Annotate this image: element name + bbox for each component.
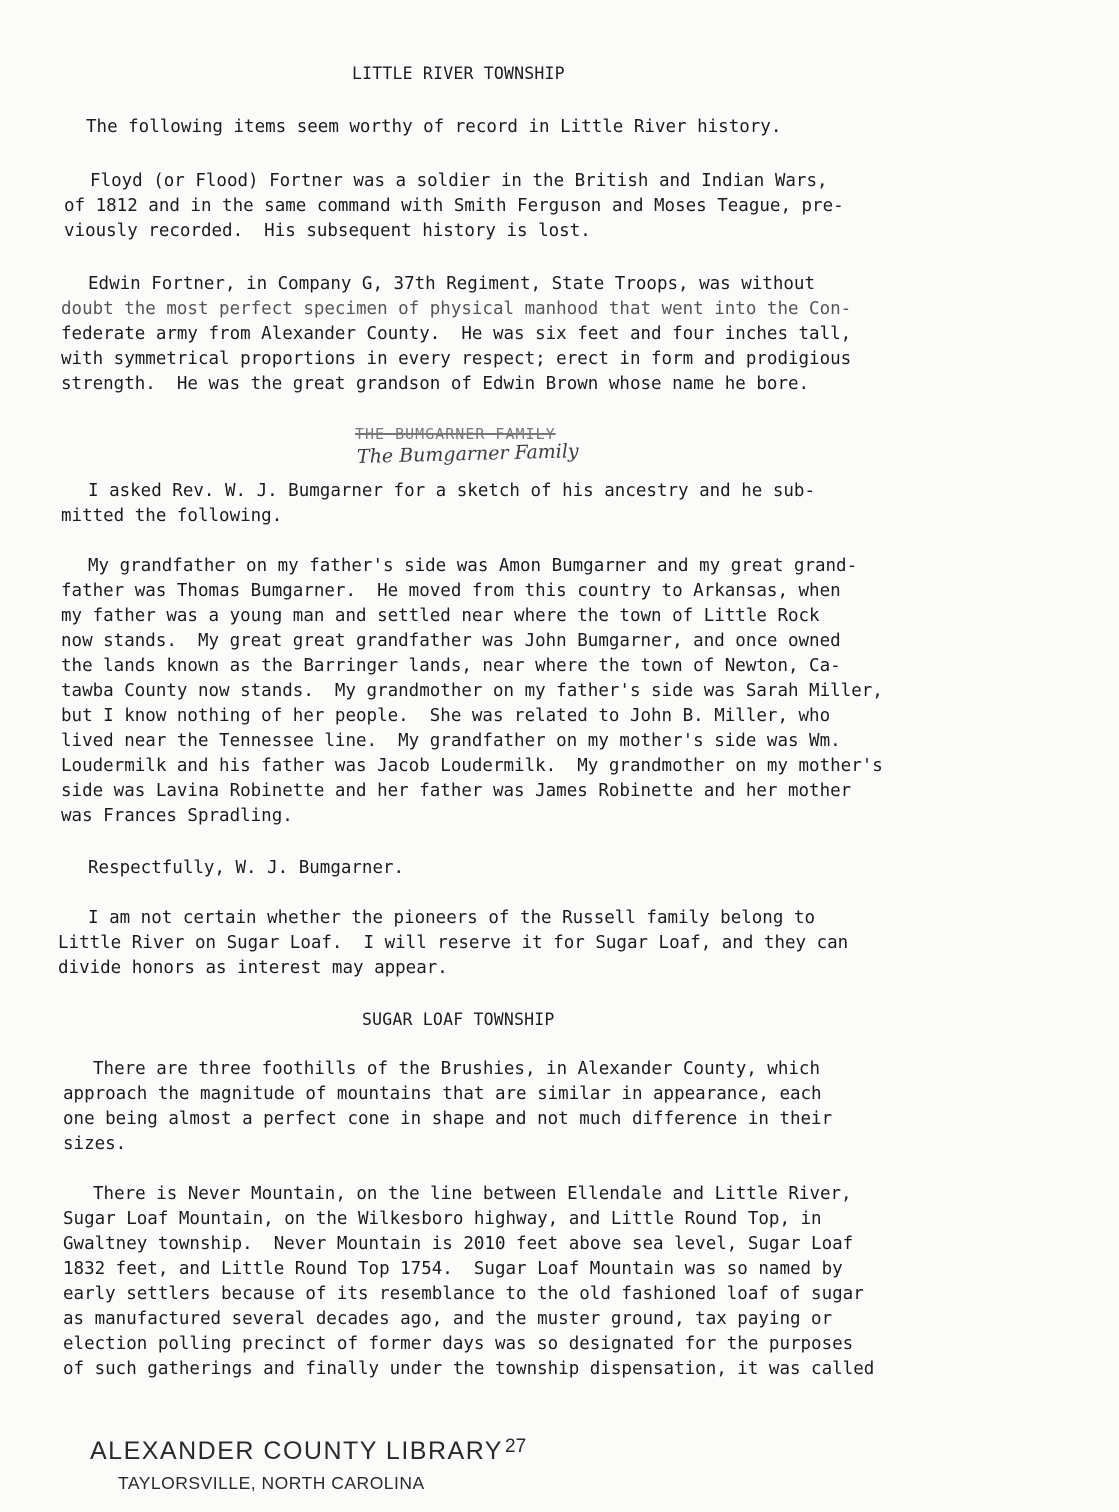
library-stamp-name: ALEXANDER COUNTY LIBRARY xyxy=(90,1437,503,1465)
letter-signature: Respectfully, W. J. Bumgarner. xyxy=(88,858,405,878)
letter-line-3: my father was a young man and settled near where the town of Little Rock xyxy=(61,606,820,626)
mountains-line-6: as manufactured several decades ago, and the muster ground, tax paying or xyxy=(63,1309,833,1329)
mountains-line-8: of such gatherings and finally under the township dispensation, it was called xyxy=(63,1359,875,1379)
heading-little-river-township: LITTLE RIVER TOWNSHIP xyxy=(352,64,565,83)
mountains-line-1: There is Never Mountain, on the line between Ellendale and Little River, xyxy=(93,1184,852,1204)
fortner-floyd-line-2: of 1812 and in the same command with Smith Ferguson and Moses Teague, pre- xyxy=(64,196,844,216)
letter-line-10: side was Lavina Robinette and her father was James Robinette and her mother xyxy=(61,781,852,801)
fortner-floyd-line-3: viously recorded. His subsequent history is lost. xyxy=(64,221,591,241)
library-stamp-city: TAYLORSVILLE, NORTH CAROLINA xyxy=(118,1473,425,1493)
bumgarner-intro-line-1: I asked Rev. W. J. Bumgarner for a sketch of his ancestry and he sub- xyxy=(88,481,815,501)
bumgarner-intro-line-2: mitted the following. xyxy=(61,506,283,526)
mountains-line-5: early settlers because of its resemblance to the old fashioned loaf of sugar xyxy=(63,1284,864,1304)
foothills-line-1: There are three foothills of the Brushies, in Alexander County, which xyxy=(93,1059,820,1079)
letter-line-2: father was Thomas Bumgarner. He moved from this country to Arkansas, when xyxy=(61,581,841,601)
letter-line-4: now stands. My great great grandfather was John Bumgarner, and once owned xyxy=(61,631,841,651)
heading-sugar-loaf-township: SUGAR LOAF TOWNSHIP xyxy=(362,1010,555,1029)
letter-line-8: lived near the Tennessee line. My grandfather on my mother's side was Wm. xyxy=(61,731,841,751)
foothills-line-3: one being almost a perfect cone in shape and not much difference in their xyxy=(63,1109,833,1129)
russell-line-3: divide honors as interest may appear. xyxy=(58,958,448,978)
fortner-edwin-line-3: federate army from Alexander County. He was six feet and four inches tall, xyxy=(61,324,852,344)
page-number: 27 xyxy=(505,1436,527,1457)
letter-line-1: My grandfather on my father's side was Amon Bumgarner and my great grand- xyxy=(88,556,858,576)
letter-line-6: tawba County now stands. My grandmother on my father's side was Sarah Miller, xyxy=(61,681,883,701)
mountains-line-7: election polling precinct of former days was so designated for the purposes xyxy=(63,1334,854,1354)
foothills-line-4: sizes. xyxy=(63,1134,127,1154)
letter-line-7: but I know nothing of her people. She was related to John B. Miller, who xyxy=(61,706,831,726)
mountains-line-4: 1832 feet, and Little Round Top 1754. Sugar Loaf Mountain was so named by xyxy=(63,1259,843,1279)
foothills-line-2: approach the magnitude of mountains that are similar in appearance, each xyxy=(63,1084,822,1104)
fortner-floyd-line-1: Floyd (or Flood) Fortner was a soldier in the British and Indian Wars, xyxy=(90,171,828,191)
handwritten-section-title: The Bumgarner Family xyxy=(356,440,579,468)
mountains-line-3: Gwaltney township. Never Mountain is 2010 feet above sea level, Sugar Loaf xyxy=(63,1234,854,1254)
letter-line-5: the lands known as the Barringer lands, near where the town of Newton, Ca- xyxy=(61,656,841,676)
fortner-edwin-line-4: with symmetrical proportions in every respect; erect in form and prodigious xyxy=(61,349,852,369)
typed-section-title-struck: THE BUMGARNER FAMILY xyxy=(355,425,556,443)
russell-line-2: Little River on Sugar Loaf. I will reserve it for Sugar Loaf, and they can xyxy=(58,933,849,953)
intro-line: The following items seem worthy of record in Little River history. xyxy=(86,117,782,137)
letter-line-11: was Frances Spradling. xyxy=(61,806,293,826)
russell-line-1: I am not certain whether the pioneers of the Russell family belong to xyxy=(88,908,815,928)
letter-line-9: Loudermilk and his father was Jacob Loudermilk. My grandmother on my mother's xyxy=(61,756,883,776)
mountains-line-2: Sugar Loaf Mountain, on the Wilkesboro highway, and Little Round Top, in xyxy=(63,1209,822,1229)
fortner-edwin-line-1: Edwin Fortner, in Company G, 37th Regiment, State Troops, was without xyxy=(88,274,815,294)
fortner-edwin-line-2: doubt the most perfect specimen of physical manhood that went into the Con- xyxy=(61,299,852,319)
fortner-edwin-line-5: strength. He was the great grandson of Edwin Brown whose name he bore. xyxy=(61,374,810,394)
